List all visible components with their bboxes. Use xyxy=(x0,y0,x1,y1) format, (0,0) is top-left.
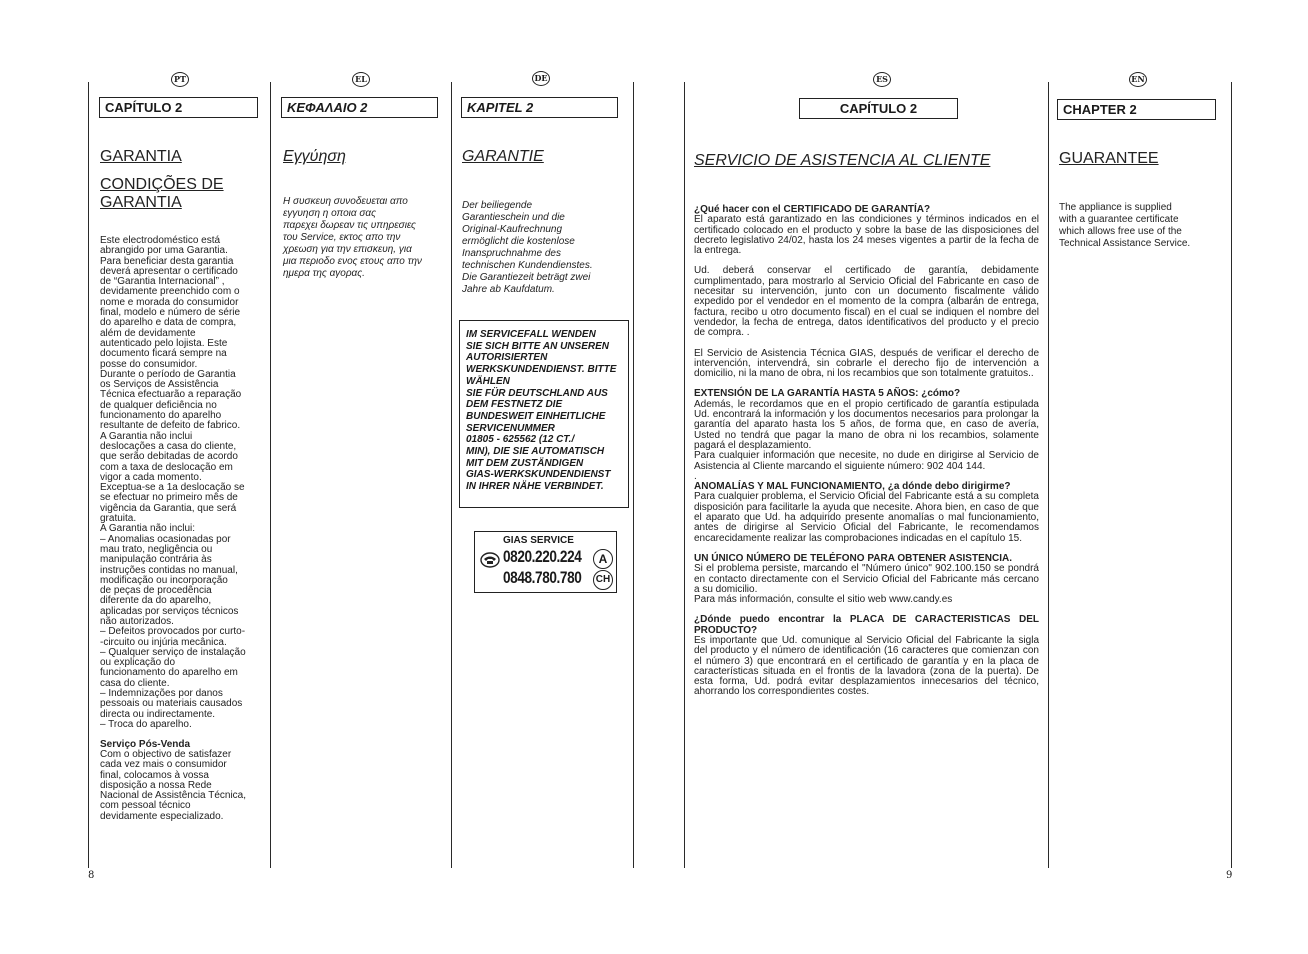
question-certificado: ¿Qué hacer con el CERTIFICADO DE GARANTÍA? xyxy=(694,204,931,215)
paragraph: Es importante que Ud. comunique al Servicio Oficial del Fabricante la sigla del producto y el número de identificación (16 caracteres que comienzan con el número 3) que encontrará en el certificado de garantía y en la placa de características situada en el frontis de la lavadora (zona de la puerta). De esta forma, Ud. podrá evitar desplazamientos innecesarios del técnico, ahorrando los correspondientes costes. xyxy=(694,634,1039,698)
language-badge-es: ES xyxy=(873,72,891,87)
country-badge-switzerland: CH xyxy=(593,570,613,590)
paragraph: El aparato está garantizado en las condiciones y términos indicados en el certificado colocado en el producto y sobre la base de las disposiciones del decreto legislativo 24/02, hasta los 24 meses vigentes a partir de la fecha de la entrega. xyxy=(694,214,1039,257)
heading-servicio: SERVICIO DE ASISTENCIA AL CLIENTE xyxy=(694,152,991,169)
service-title-pt: Serviço Pós-Venda xyxy=(100,739,191,750)
telephone-icon xyxy=(480,552,500,568)
page-number-left: 8 xyxy=(88,870,95,881)
chapter-title-el: ΚΕΦΑΛΑΙΟ 2 xyxy=(281,97,438,118)
column-divider xyxy=(1231,82,1232,868)
heading-garantia: GARANTIA xyxy=(100,148,182,165)
paragraph: Si el problema persiste, marcando el "Número único" 902.100.150 se pondrá en contacto directamente con el Servicio Oficial del Fabricante más cercano a su domicilio. xyxy=(694,563,1039,595)
column-divider xyxy=(88,82,89,868)
heading-guarantee: GUARANTEE xyxy=(1059,150,1159,167)
question-telefono: UN ÚNICO NÚMERO DE TELÉFONO PARA OBTENER ASISTENCIA. xyxy=(694,552,1012,564)
column-divider xyxy=(1048,82,1049,868)
language-badge-de: DE xyxy=(532,71,550,86)
language-badge-pt: PT xyxy=(171,72,189,87)
phone-number-switzerland: 0848.780.780 xyxy=(503,568,582,587)
language-badge-el: EL xyxy=(352,72,370,87)
chapter-title-de: KAPITEL 2 xyxy=(461,97,618,118)
language-badge-en: EN xyxy=(1129,72,1147,87)
chapter-title-es: CAPÍTULO 2 xyxy=(799,98,958,119)
question-placa: ¿Dónde puedo encontrar la PLACA DE CARACTERISTICAS DEL PRODUCTO? xyxy=(694,614,1039,636)
paragraph: El Servicio de Asistencia Técnica GIAS, después de verificar el derecho de intervención, intervendrá, sin cobrarle el derecho fijo de intervención a domicilio, ni la mano de obra, ni los recambios que son totalmente gratuitos.. xyxy=(694,347,1039,380)
paragraph: Además, le recordamos que en el propio certificado de garantía estipulada Ud. encontrará la información y los documentos necesarios para prolongar la garantía del aparato hasta los 5 años, de forma que, en caso de avería, Usted no tendrá que pagar la mano de obra ni los recambios, solamente pagará el desplazamiento. xyxy=(694,398,1039,451)
gias-service-box xyxy=(474,531,617,593)
column-divider xyxy=(633,82,634,868)
body-text-es xyxy=(694,205,1039,698)
heading-eggyisi: Εγγύηση xyxy=(283,148,346,165)
gias-label: GIAS SERVICE xyxy=(503,535,574,546)
paragraph: Ud. deberá conservar el certificado de garantía, debidamente cumplimentado, para mostrarlo al Servicio Oficial del Fabricante en caso de necesitar su intervención, junto con un documento fiscalmente válido expedido por el vendedor en el momento de la compra (albarán de entrega, factura, recibo u otro documento fiscal) en el cual se indiquen el nombre del vendedor, la fecha de entrega, datos identificativos del producto y el precio de compra. . xyxy=(694,265,1039,339)
column-divider xyxy=(451,82,452,868)
body-text-de: Der beiliegende Garantieschein und die Original-Kaufrechnung ermöglicht die kostenlose Inanspruchnahme des technischen Kundendienstes. Die Garantiezeit beträgt zwei Jahre ab Kaufdatum. xyxy=(462,200,593,295)
paragraph: Para cualquier información que necesite, no dude en dirigirse al Servicio de Asistencia al Cliente marcando el siguiente número: 902 404 144. xyxy=(694,450,1039,472)
separator-dot: . xyxy=(694,470,697,482)
page-number-right: 9 xyxy=(1226,870,1233,881)
service-notice-box: IM SERVICEFALL WENDEN SIE SICH BITTE AN UNSEREN AUTORISIERTEN WERKSKUNDENDIENST. BITTE WÄHLEN SIE FÜR DEUTSCHLAND AUS DEM FESTNETZ DIE BUNDESWEIT EINHEITLICHE SERVICENUMMER 01805 - 625562 (12 CT./ MIN), DIE SIE AUTOMATISCH MIT DEM ZUSTÄNDIGEN GIAS-WERKSKUNDENDIENST IN IHRER NÄHE VERBINDET. xyxy=(459,320,629,508)
chapter-title-en: CHAPTER 2 xyxy=(1057,99,1216,120)
body-text-en: The appliance is supplied with a guarantee certificate which allows free use of the Technical Assistance Service. xyxy=(1059,202,1191,249)
question-extension: EXTENSIÓN DE LA GARANTÍA HASTA 5 AÑOS: ¿cómo? xyxy=(694,388,961,400)
body-text-pt: Este electrodoméstico está abrangido por uma Garantia. Para beneficiar desta garantia deverá apresentar o certificado de “Garantia Internacional” , devidamente preenchido com o nome e morada do consumidor final, modelo e número de série do aparelho e data de compra, além de devidamente autenticado pelo lojista. Este documento ficará sempre na posse do consumidor. Durante o período de Garantia os Serviços de Assistência Técnica efectuarão a reparação de qualquer deficiência no funcionamento do aparelho resultante de defeito de fabrico. A Garantia não inclui deslocações a casa do cliente, que serão debitadas de acordo com a taxa de deslocação em vigor a cada momento. Exceptua-se a 1a deslocação se se efectuar no primeiro mês de vigência da Garantia, que será gratuita. A Garantia não inclui: – Anomalias ocasionadas por mau trato, negligência ou manipulação contrária às instruções contidas no manual, modificação ou incorporação de peças de procedência diferente da do aparelho, aplicadas por serviços técnicos não autorizados. – Defeitos provocados por curto- -circuito ou injúria mecânica. – Qualquer serviço de instalação ou explicação do funcionamento do aparelho em casa do cliente. – Indemnizações por danos pessoais ou materiais causados directa ou indirectamente. – Troca do aparelho. xyxy=(100,235,246,730)
body-text-el: Η συσκευη συνοδευεται απο εγγυηση η οποια σας παρεχει δωρεαν τις υπηρεσιες του Service, εκτος απο την χρεωση για την επισκευη, για μια περιοδο ενος ετους απο την ημερα της αγορας. xyxy=(283,196,422,279)
country-badge-austria: A xyxy=(593,549,613,569)
paragraph: Para cualquier problema, el Servicio Oficial del Fabricante está a su completa disposición para facilitarle la ayuda que necesite. Ahora bien, en caso de que el aparato que Ud. ha adquirido presente anomalías o mal funcionamiento, antes de dirigirse al Servicio Oficial del Fabricante, le recomendamos encarecidamente realizar las comprobaciones indicadas en el capítulo 15. xyxy=(694,491,1039,544)
heading-garantie: GARANTIE xyxy=(462,148,544,165)
chapter-title-pt: CAPÍTULO 2 xyxy=(99,97,258,118)
question-anomalias: ANOMALÍAS Y MAL FUNCIONAMIENTO, ¿a dónde debo dirigirme? xyxy=(694,481,1011,493)
service-body-pt: Com o objectivo de satisfazer cada vez mais o consumidor final, colocamos à vossa disposição a nossa Rede Nacional de Assistência Técnica, com pessoal técnico devidamente especializado. xyxy=(100,749,247,822)
phone-number-austria: 0820.220.224 xyxy=(503,547,582,566)
paragraph: Para más información, consulte el sitio web www.candy.es xyxy=(694,594,953,606)
heading-condicoes: CONDIÇÕES DE GARANTIA xyxy=(100,176,224,211)
column-divider xyxy=(684,82,685,868)
column-divider xyxy=(270,82,271,868)
